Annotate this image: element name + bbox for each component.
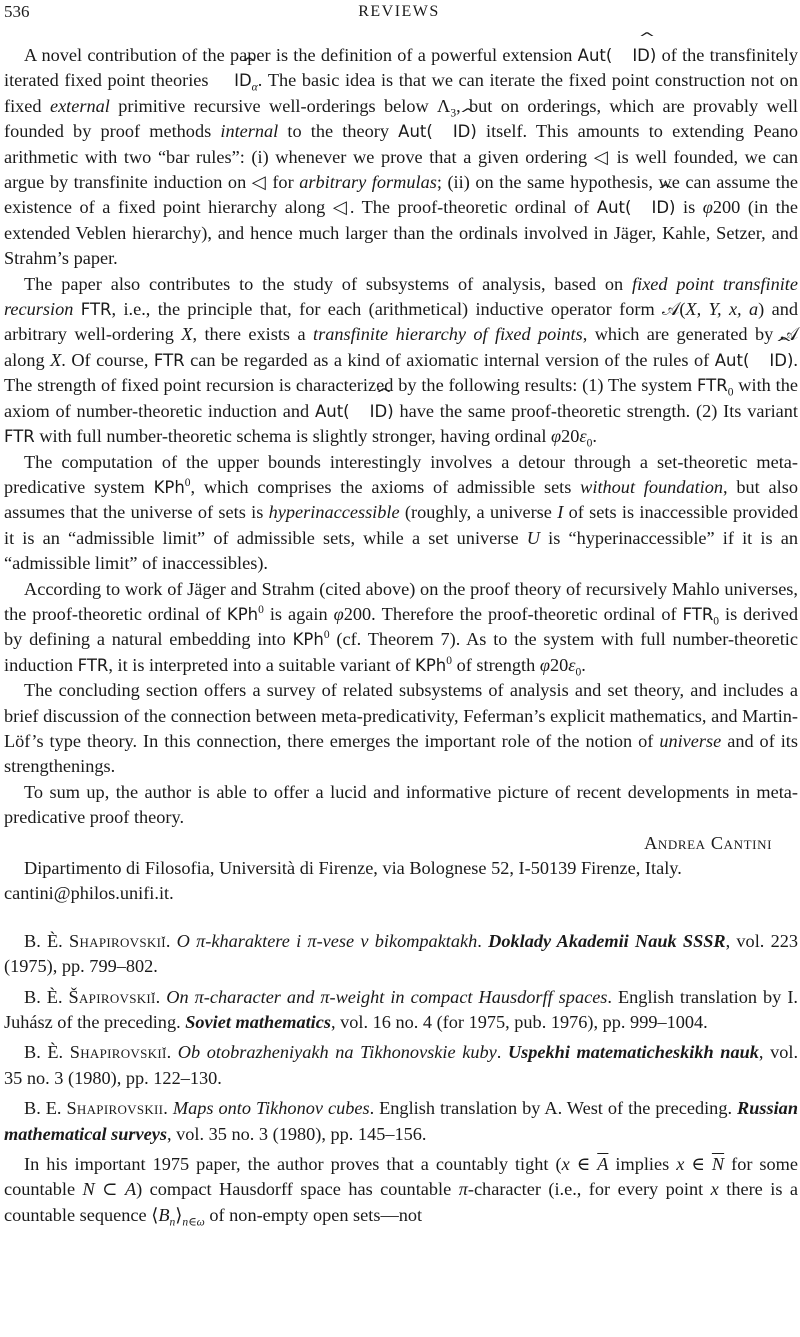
- paragraph: To sum up, the author is able to offer a lucid and informative picture of recent developments in meta-predicative proof theory.: [4, 781, 798, 828]
- page-number: 536: [4, 2, 30, 21]
- paragraph: The paper also contributes to the study of subsystems of analysis, based on fixed point transfinite recursion FTR, i.e., the principle that, for each (arithmetical) inductive operator form 𝒜(X, Y, x, a) and arbitrary well-ordering X, there exists a transfinite hierarchy of fixed points, which are generated by 𝒜 along X. Of course, FTR can be regarded as a kind of axiomatic internal version of the rules of Aut( ID ^). The strength of fixed point recursion is characterized by the following results: (1) The system $FTR_0$ with the axiom of number-theoretic induction and Aut( ID ^) have the same proof-theoretic strength. (2) Its variant FTR with full number-theoretic schema is slightly stronger, having ordinal $\varphi 20\varepsilon_0$.: [4, 272, 798, 450]
- section-gap: [4, 907, 798, 929]
- paragraph: The computation of the upper bounds interestingly involves a detour through a set-theoretic meta-predicative system KPh$^0$, which comprises the axioms of admissible sets without foundation, but also assumes that the universe of sets is hyperinaccessible (roughly, a universe I of sets is inaccessible provided it is an “admissible limit” of admissible sets, while a set universe U is “hyperinaccessible” if it is an “admissible limit” of inaccessibles).: [4, 451, 799, 574]
- paragraph: According to work of Jäger and Strahm (cited above) on the proof theory of recursively Mahlo universes, the proof-theoretic ordinal of KPh$^0$ is again φ200. Therefore the proof-theoretic ordinal of $FTR_0$ is derived by defining a natural embedding into KPh$^0$ (cf. Theorem 7). As to the system with full number-theoretic induction FTR, it is interpreted into a suitable variant of KPh$^0$ of strength $\varphi 20\varepsilon_0$.: [4, 578, 799, 679]
- review-opening-paragraph: In his important 1975 paper, the author proves that a countably tight (x ∈ $\overline{A}$ implies x ∈ $\overline{N}$ for some countable N ⊂ A) compact Hausdorff space has countable π-character (i.e., for every point x there is a countable sequence $⟨B_n⟩_{n\in\omega}$ of non-empty open sets—not: [4, 1154, 799, 1229]
- bibliography-entry: B. È. Šapirovskiĭ. On π-character and π-weight in compact Hausdorff spaces. English translation by I. Juhász of the preceding. Soviet mathematics, vol. 16 no. 4 (for 1975, pub. 1976), pp. 999–1004.: [4, 986, 798, 1033]
- paragraph: A novel contribution of the paper is the definition of a powerful extension Aut( ID ^) of the transfinitely iterated fixed point theories ID $\^{}_\alpha$. The basic idea is that we can iterate the fixed point construction not on fixed external primitive recursive well-orderings below $\Lambda_3$, but on orderings, which are provably well founded by proof methods internal to the theory Aut( ID ^) itself. This amounts to extending Peano arithmetic with two “bar rules”: (i) whenever we prove that a given ordering ◁ is well founded, we can argue by transfinite induction on ◁ for arbitrary formulas; (ii) on the same hypothesis, we can assume the existence of a fixed point hierarchy along ◁. The proof-theoretic ordinal of Aut( ID ^) is φ200 (in the extended Veblen hierarchy), and hence much larger than the ordinals involved in Jäger, Kahle, Setzer, and Strahm’s paper.: [4, 43, 798, 272]
- bibliography-entry: B. È. Shapirovskiĭ. O π-kharaktere i π-vese v bikompaktakh. Doklady Akademii Nauk SSSR, vol. 223 (1975), pp. 799–802.: [4, 930, 799, 977]
- review-body: [4, 43, 798, 1228]
- page-header: [4, 2, 794, 22]
- paragraph: The concluding section offers a survey of related subsystems of analysis and set theory, and includes a brief discussion of the connection between meta-predicativity, Feferman’s explicit mathematics, and Martin-Löf’s type theory. In this connection, there emerges the important role of the notion of universe and of its strengthenings.: [4, 680, 799, 777]
- bibliography-entry: B. È. Shapirovskiĭ. Ob otobrazheniyakh na Tikhonovskie kuby. Uspekhi matematicheskikh nauk, vol. 35 no. 3 (1980), pp. 122–130.: [4, 1042, 799, 1088]
- reviewer-affiliation: Dipartimento di Filosofia, Università di Firenze, via Bolognese 52, I-50139 Firenze, Italy.: [24, 858, 682, 878]
- running-title: REVIEWS: [358, 3, 440, 20]
- reviewer-signature: Andrea Cantini: [644, 832, 772, 853]
- bibliography-entry: B. E. Shapirovskii. Maps onto Tikhonov cubes. English translation by A. West of the preceding. Russian mathematical surveys, vol. 35 no. 3 (1980), pp. 145–156.: [4, 1098, 798, 1144]
- reviewer-email: cantini@philos.unifi.it.: [4, 883, 174, 904]
